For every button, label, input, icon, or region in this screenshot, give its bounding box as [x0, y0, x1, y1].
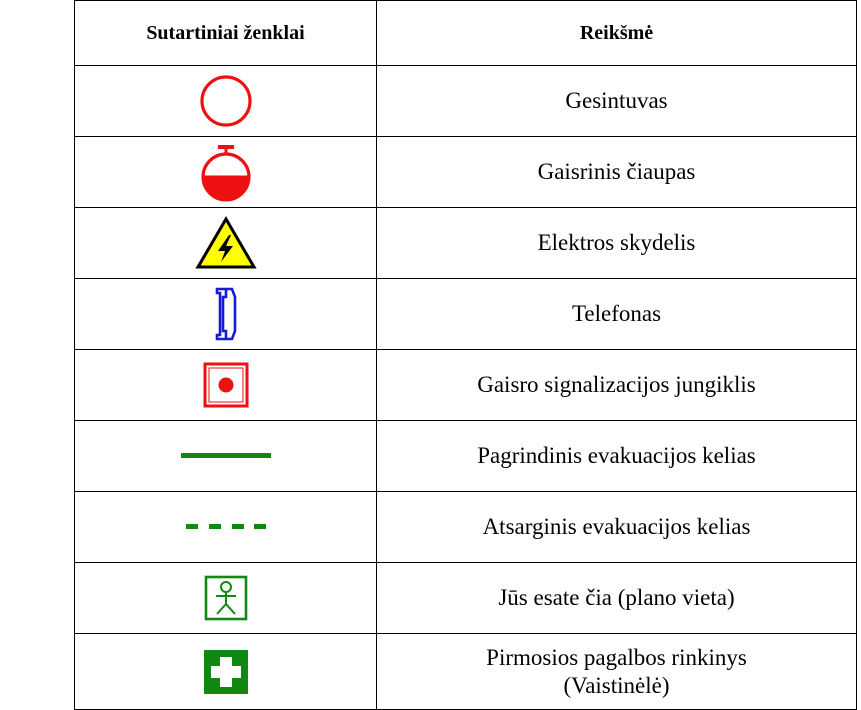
main-evacuation-route-icon: [181, 451, 271, 461]
meaning-cell: Jūs esate čia (plano vieta): [377, 563, 857, 634]
meaning-cell: Elektros skydelis: [377, 208, 857, 279]
backup-evacuation-route-icon: [186, 522, 266, 532]
table-row: [75, 563, 857, 634]
table-row: [75, 279, 857, 350]
table-row: [75, 137, 857, 208]
symbol-cell: [75, 279, 377, 350]
symbol-cell: [75, 563, 377, 634]
meaning-line: Pirmosios pagalbos rinkinys: [486, 644, 747, 670]
symbol-cell: [75, 137, 377, 208]
first-aid-kit-icon: [203, 649, 249, 695]
symbols-column-header: Sutartiniai ženklai: [75, 1, 377, 66]
symbol-cell: [75, 350, 377, 421]
symbol-cell: [75, 66, 377, 137]
fire-hydrant-icon: [196, 142, 256, 202]
meaning-cell: Gaisrinis čiaupas: [377, 137, 857, 208]
table-row: [75, 421, 857, 492]
symbol-cell: [75, 208, 377, 279]
table-row: [75, 350, 857, 421]
meaning-line: (Vaistinėlė): [563, 672, 670, 698]
meaning-cell: Atsarginis evakuacijos kelias: [377, 492, 857, 563]
table-row: [75, 492, 857, 563]
electrical-panel-warning-icon: [194, 215, 258, 271]
header-row: [75, 1, 857, 66]
you-are-here-icon: [203, 574, 249, 622]
legend-table: [74, 0, 857, 710]
table-row: [75, 634, 857, 710]
meaning-cell: Gaisro signalizacijos jungiklis: [377, 350, 857, 421]
symbol-cell: [75, 634, 377, 710]
fire-alarm-switch-icon: [202, 361, 250, 409]
telephone-icon: [211, 285, 241, 343]
symbol-cell: [75, 421, 377, 492]
table-row: [75, 208, 857, 279]
symbol-cell: [75, 492, 377, 563]
meaning-column-header: Reikšmė: [377, 1, 857, 66]
meaning-cell: Pagrindinis evakuacijos kelias: [377, 421, 857, 492]
meaning-cell: Telefonas: [377, 279, 857, 350]
meaning-cell: [377, 634, 857, 710]
meaning-cell: Gesintuvas: [377, 66, 857, 137]
table-row: [75, 66, 857, 137]
fire-extinguisher-circle-icon: [196, 73, 256, 129]
